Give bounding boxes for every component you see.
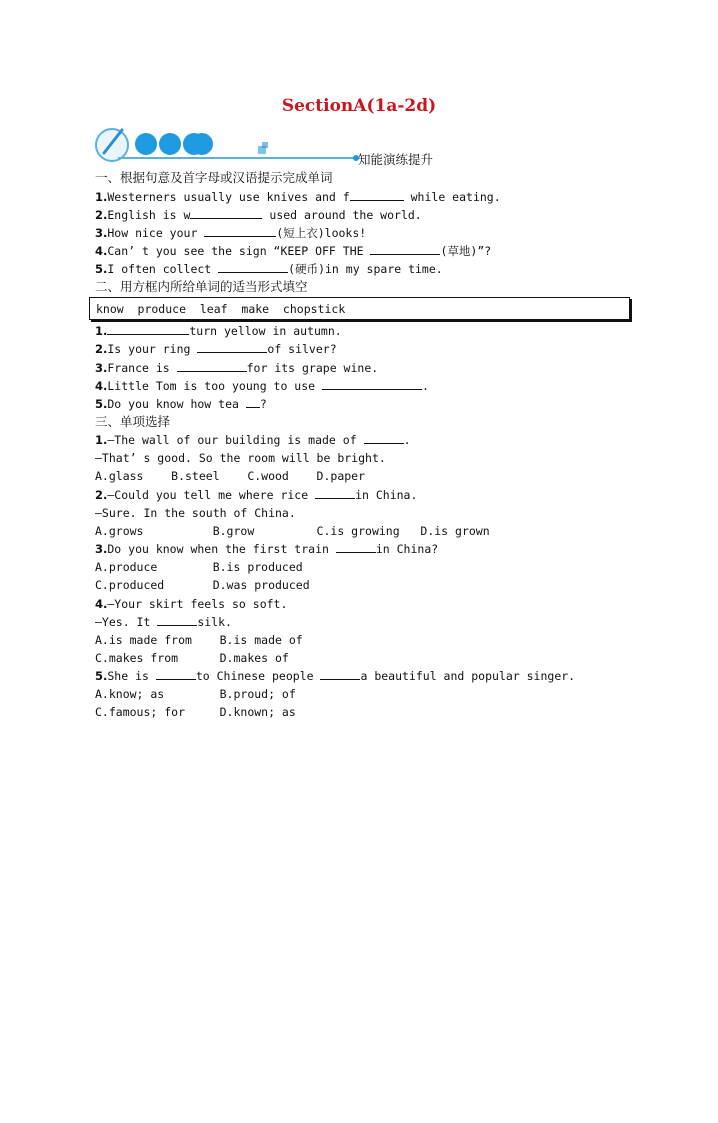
- item-text: —Your skirt feels so soft.: [107, 597, 288, 611]
- word-box: [89, 297, 630, 320]
- item-number: 3.: [95, 542, 108, 556]
- answer-blank[interactable]: [156, 669, 196, 680]
- item-text: in China.: [355, 488, 418, 502]
- section3-q1-options: A.glass B.steel C.wood D.paper: [95, 469, 366, 483]
- item-text: —Could you tell me where rice: [107, 488, 316, 502]
- item-text: English is w: [107, 208, 191, 222]
- item-number: 2.: [95, 488, 108, 502]
- item-text: .: [403, 433, 411, 447]
- section3-q2-stem: [95, 488, 417, 502]
- item-text: How nice your: [107, 226, 205, 240]
- item-text: in China?: [375, 542, 439, 556]
- item-text: used around the world.: [262, 208, 422, 222]
- item-text: a beautiful and popular singer.: [360, 669, 576, 683]
- item-text: Do you know when the first train: [107, 542, 336, 556]
- section2-item-4: [95, 379, 429, 393]
- item-text: Is your ring: [107, 342, 198, 356]
- section1-item-2: [95, 208, 422, 222]
- answer-blank[interactable]: [197, 342, 267, 353]
- item-text: (草地)”?: [440, 244, 492, 258]
- answer-blank[interactable]: [336, 542, 376, 553]
- item-text: She is: [107, 669, 156, 683]
- section3-q1-stem: [95, 433, 411, 447]
- section1-item-1: [95, 190, 501, 204]
- section3-q5-stem: [95, 669, 575, 683]
- section2-item-2: [95, 342, 337, 356]
- section3-q1-response: —That’ s good. So the room will be bright.: [95, 451, 386, 465]
- answer-blank[interactable]: [177, 361, 247, 372]
- section1-item-4: [95, 244, 491, 258]
- section3-q2-response: —Sure. In the south of China.: [95, 506, 296, 520]
- section3-q3-options-cd: C.produced D.was produced: [95, 578, 310, 592]
- section1-item-3: [95, 226, 366, 240]
- item-text: ?: [259, 397, 267, 411]
- item-text: for its grape wine.: [246, 361, 379, 375]
- answer-blank[interactable]: [370, 244, 440, 255]
- item-text: of silver?: [267, 342, 337, 356]
- item-text: I often collect: [107, 262, 219, 276]
- section3-q2-options: A.grows B.grow C.is growing D.is grown: [95, 524, 490, 538]
- item-number: 1.: [95, 324, 108, 338]
- item-number: 3.: [95, 361, 108, 375]
- item-text: (短上衣)looks!: [276, 226, 367, 240]
- item-number: 1.: [95, 433, 108, 447]
- item-text: turn yellow in autumn.: [189, 324, 342, 338]
- item-number: 5.: [95, 262, 108, 276]
- item-number: 5.: [95, 397, 108, 411]
- item-number: 3.: [95, 226, 108, 240]
- answer-blank[interactable]: [218, 262, 288, 273]
- section3-q4-options-ab: A.is made from B.is made of: [95, 633, 303, 647]
- section3-q3-options-ab: A.produce B.is produced: [95, 560, 303, 574]
- answer-blank[interactable]: [204, 226, 276, 237]
- section3-q4-stem: [95, 597, 287, 611]
- item-text: (硬币)in my spare time.: [288, 262, 443, 276]
- item-text: —The wall of our building is made of: [107, 433, 364, 447]
- banner-label: 知能演练提升: [358, 152, 434, 167]
- section3-q3-stem: [95, 542, 438, 556]
- section3-q4-options-cd: C.makes from D.makes of: [95, 651, 289, 665]
- item-text: silk.: [197, 615, 232, 629]
- section3-q5-options-cd: C.famous; for D.known; as: [95, 705, 296, 719]
- section3-q4-response: [95, 615, 232, 629]
- section2-heading: 二、用方框内所给单词的适当形式填空: [95, 279, 308, 294]
- item-text: Westerners usually use knives and f: [107, 190, 350, 204]
- section1-item-5: [95, 262, 443, 276]
- section3-heading: 三、单项选择: [95, 414, 171, 429]
- answer-blank[interactable]: [322, 379, 422, 390]
- section1-heading: 一、根据句意及首字母或汉语提示完成单词: [95, 170, 333, 185]
- item-number: 5.: [95, 669, 108, 683]
- item-text: France is: [107, 361, 177, 375]
- item-text: —Yes. It: [95, 615, 158, 629]
- answer-blank[interactable]: [246, 397, 260, 408]
- item-number: 4.: [95, 597, 108, 611]
- answer-blank[interactable]: [364, 433, 404, 444]
- section3-q5-options-ab: A.know; as B.proud; of: [95, 687, 296, 701]
- word-box-text: know produce leaf make chopstick: [96, 302, 346, 316]
- section2-item-5: [95, 397, 267, 411]
- answer-blank[interactable]: [320, 669, 360, 680]
- answer-blank[interactable]: [190, 208, 262, 219]
- answer-blank[interactable]: [157, 615, 197, 626]
- item-text: Little Tom is too young to use: [107, 379, 323, 393]
- section2-item-3: [95, 361, 378, 375]
- item-number: 2.: [95, 208, 108, 222]
- item-text: Can’ t you see the sign “KEEP OFF THE: [107, 244, 371, 258]
- answer-blank[interactable]: [350, 190, 404, 201]
- item-number: 4.: [95, 244, 108, 258]
- answer-blank[interactable]: [107, 324, 189, 335]
- item-number: 4.: [95, 379, 108, 393]
- section2-item-1: [95, 324, 342, 338]
- item-text: to Chinese people: [195, 669, 321, 683]
- item-text: .: [422, 379, 429, 393]
- item-text: Do you know how tea: [107, 397, 246, 411]
- answer-blank[interactable]: [315, 488, 355, 499]
- item-text: while eating.: [403, 190, 501, 204]
- page-title: SectionA(1a-2d): [281, 96, 437, 116]
- item-number: 1.: [95, 190, 108, 204]
- item-number: 2.: [95, 342, 108, 356]
